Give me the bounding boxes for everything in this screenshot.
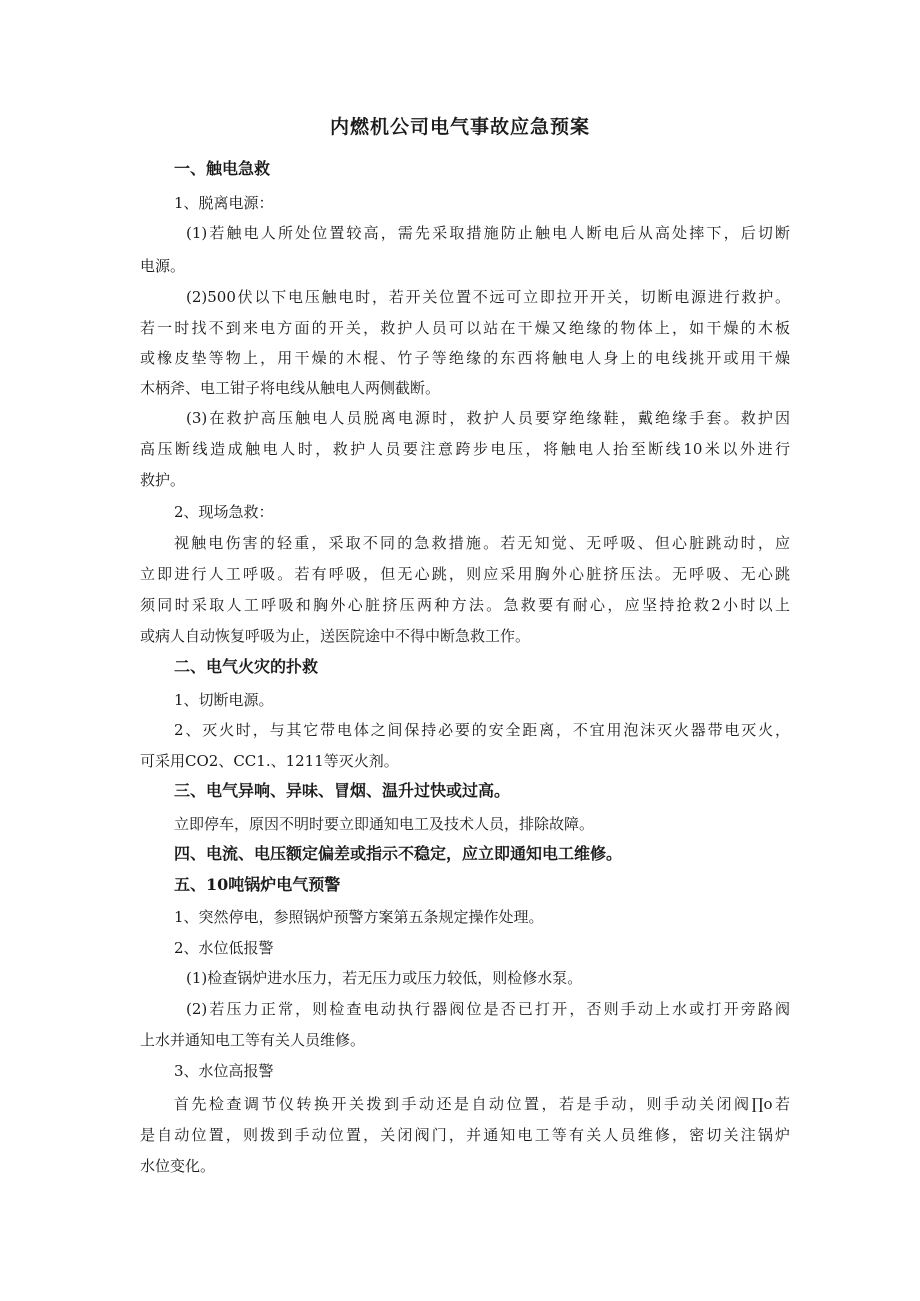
paragraph-line: 立即停车，原因不明时要立即通知电工及技术人员，排除故障。 [174,815,595,833]
paragraph-line: 须同时采取人工呼吸和胸外心脏挤压两种方法。急救要有耐心，应坚持抢救2小时以上 [140,596,790,614]
paragraph-line: 视触电伤害的轻重，采取不同的急救措施。若无知觉、无呼吸、但心脏跳动时，应 [174,534,790,552]
section-heading-4: 四、电流、电压额定偏差或指示不稳定，应立即通知电工维修。 [174,844,623,863]
paragraph-line: 水位变化。 [140,1157,216,1175]
section-heading-3: 三、电气异响、异味、冒烟、温升过快或过高。 [174,781,511,800]
subheading-5-3: 3、水位高报警 [174,1062,274,1080]
paragraph-line: 若一时找不到来电方面的开关，救护人员可以站在干燥又绝缘的物体上，如干燥的木板 [140,319,790,337]
subheading-1-2: 2、现场急救： [174,503,274,521]
paragraph-line: (2)500伏以下电压触电时，若开关位置不远可立即拉开开关，切断电源进行救护。 [186,288,790,306]
paragraph-line: 可采用CO2、CC1.、1211等灭火剂。 [140,752,399,770]
paragraph-line: (1)检查锅炉进水压力，若无压力或压力较低，则检修水泵。 [186,969,583,987]
paragraph-line: 电源。 [140,257,186,275]
paragraph-line: 1、突然停电，参照锅炉预警方案第五条规定操作处理。 [174,908,544,926]
paragraph-line: 1、切断电源。 [174,691,274,709]
subheading-1-1: 1、脱离电源： [174,194,274,212]
paragraph-line: 木柄斧、电工钳子将电线从触电人两侧截断。 [140,379,441,397]
section-heading-2: 二、电气火灾的扑救 [174,657,319,676]
document-title: 内燃机公司电气事故应急预案 [329,116,590,138]
paragraph-line: (1)若触电人所处位置较高，需先采取措施防止触电人断电后从高处摔下，后切断 [186,224,790,242]
paragraph-line: 是自动位置，则拨到手动位置，关闭阀门，并通知电工等有关人员维修，密切关注锅炉 [140,1126,790,1144]
paragraph-line: 救护。 [140,471,186,489]
paragraph-line: (3)在救护高压触电人员脱离电源时，救护人员要穿绝缘鞋，戴绝缘手套。救护因 [186,409,790,427]
section-heading-1: 一、触电急救 [174,159,271,178]
paragraph-line: 2、灭火时，与其它带电体之间保持必要的安全距离，不宜用泡沫灭火器带电灭火， [174,721,790,739]
section-heading-5: 五、10吨锅炉电气预警 [174,875,341,894]
paragraph-line: 或病人自动恢复呼吸为止，送医院途中不得中断急救工作。 [140,627,531,645]
paragraph-line: 首先检查调节仪转换开关拨到手动还是自动位置，若是手动，则手动关闭阀∏o若 [174,1095,790,1113]
paragraph-line: 立即进行人工呼吸。若有呼吸，但无心跳，则应采用胸外心脏挤压法。无呼吸、无心跳 [140,565,790,583]
paragraph-line: 或橡皮垫等物上，用干燥的木棍、竹子等绝缘的东西将触电人身上的电线挑开或用干燥 [140,349,790,367]
paragraph-line: 上水并通知电工等有关人员维修。 [140,1031,366,1049]
subheading-5-2: 2、水位低报警 [174,939,274,957]
paragraph-line: (2)若压力正常，则检查电动执行器阀位是否已打开，否则手动上水或打开旁路阀 [186,1000,790,1018]
paragraph-line: 高压断线造成触电人时，救护人员要注意跨步电压，将触电人抬至断线10米以外进行 [140,440,790,458]
